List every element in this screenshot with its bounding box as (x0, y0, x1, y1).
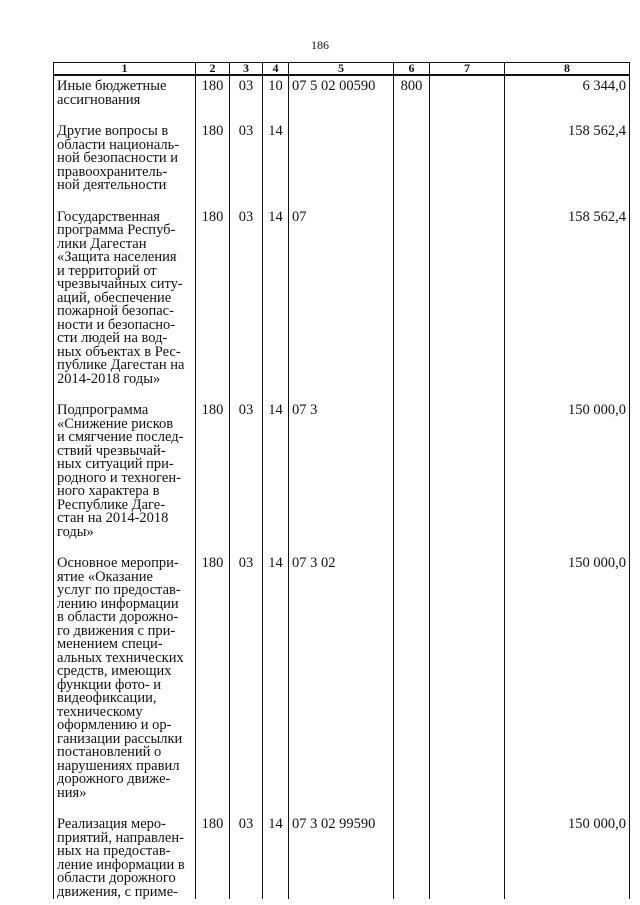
empty-column-cell (430, 75, 505, 107)
empty-column-cell (430, 539, 505, 800)
amount-cell: 6 344,0 (505, 75, 630, 107)
item-name-cell (54, 75, 196, 107)
amount-cell: 150 000,0 (505, 800, 630, 899)
code-grbs-cell: 180 (196, 75, 230, 107)
code-grbs-cell: 180 (196, 193, 230, 387)
item-name-line: ния» (57, 784, 87, 801)
code-grbs-cell: 180 (196, 386, 230, 539)
table-row (54, 800, 630, 899)
code-subsection-cell: 10 (263, 75, 289, 107)
code-section-cell: 03 (230, 193, 263, 387)
item-name-line: ных ситуаций при- (57, 456, 174, 472)
code-section-cell: 03 (230, 75, 263, 107)
item-name-cell (54, 539, 196, 800)
item-name-line: публике Дагестан на (57, 357, 185, 373)
table-row (54, 539, 630, 800)
item-name-line: стан на 2014-2018 (57, 510, 169, 526)
code-expense-type-cell (394, 386, 430, 539)
item-name-line: оформлению и ор- (57, 717, 172, 733)
code-section-cell: 03 (230, 539, 263, 800)
item-name-line: 2014-2018 годы» (57, 370, 161, 387)
code-subsection-cell: 14 (263, 386, 289, 539)
column-header: 2 (196, 63, 230, 76)
item-name-line: ной безопасности и (57, 150, 179, 166)
budget-table (53, 62, 630, 899)
item-name-line: ятие «Оказание (57, 568, 153, 585)
amount-cell: 158 562,4 (505, 193, 630, 387)
item-name-line: функции фото- и (57, 676, 162, 693)
item-name-line: и территорий от (57, 262, 157, 279)
item-name-line: «Снижение рисков (57, 415, 174, 432)
item-name-line: ности и безопасно- (57, 316, 176, 333)
code-target-article-cell: 07 3 02 (289, 539, 394, 800)
column-header: 4 (263, 63, 289, 76)
table-row (54, 75, 630, 107)
amount-cell: 158 562,4 (505, 107, 630, 193)
column-header: 3 (230, 63, 263, 76)
item-name-line: лению информации (57, 595, 179, 612)
code-target-article-cell: 07 5 02 00590 (289, 75, 394, 107)
code-expense-type-cell (394, 193, 430, 387)
code-subsection-cell: 14 (263, 539, 289, 800)
code-grbs-cell: 180 (196, 800, 230, 899)
item-name-line: го движения с при- (57, 622, 176, 639)
table-body (54, 75, 630, 899)
amount-cell: 150 000,0 (505, 386, 630, 539)
code-target-article-cell: 07 (289, 193, 394, 387)
column-header: 5 (289, 63, 394, 76)
item-name-line: ных объектах в Рес- (57, 343, 181, 360)
item-name-cell (54, 107, 196, 193)
item-name-line: в области дорожно- (57, 609, 179, 625)
code-section-cell: 03 (230, 107, 263, 193)
item-name-line: сти людей на вод- (57, 330, 168, 346)
code-section-cell: 03 (230, 800, 263, 899)
code-subsection-cell: 14 (263, 193, 289, 387)
item-name-line: Иные бюджетные (57, 78, 167, 94)
code-grbs-cell: 180 (196, 539, 230, 800)
item-name-line: альных технических (57, 649, 184, 666)
item-name-line: техническому (57, 703, 143, 720)
empty-column-cell (430, 386, 505, 539)
item-name-line: программа Респуб- (57, 222, 176, 238)
item-name-line: постановлений о (57, 744, 162, 760)
item-name-line: нарушениях правил (57, 757, 180, 774)
item-name-line: Подпрограмма (57, 402, 149, 418)
item-name-line: ных на предостав- (57, 843, 171, 859)
item-name-line: правоохранитель- (57, 163, 168, 180)
item-name-line: ствий чрезвычай- (57, 442, 166, 459)
item-name-line: Реализация меро- (57, 816, 166, 832)
code-expense-type-cell (394, 800, 430, 899)
item-name-line: «Защита населения (57, 249, 177, 265)
column-header: 6 (394, 63, 430, 76)
item-name-line: ление информации в (57, 856, 185, 873)
item-name-line: области дорожного (57, 870, 176, 886)
item-name-line: Другие вопросы в (57, 123, 169, 139)
table-header-row (54, 63, 630, 76)
column-header: 7 (430, 63, 505, 76)
item-name-cell (54, 193, 196, 387)
item-name-line: чрезвычайных ситу- (57, 276, 183, 292)
item-name-line: родного и техноген- (57, 469, 181, 486)
item-name-line: Республике Даге- (57, 496, 166, 513)
item-name-line: пожарной безопас- (57, 303, 174, 319)
code-target-article-cell: 07 3 (289, 386, 394, 539)
item-name-line: ного характера в (57, 483, 160, 499)
code-grbs-cell: 180 (196, 107, 230, 193)
empty-column-cell (430, 107, 505, 193)
empty-column-cell (430, 193, 505, 387)
table-row (54, 193, 630, 387)
item-name-line: услуг по предостав- (57, 582, 181, 598)
table-row (54, 107, 630, 193)
column-header: 8 (505, 63, 630, 76)
item-name-line: и смягчение послед- (57, 429, 184, 445)
item-name-line: ной деятельности (57, 177, 167, 193)
item-name-line: менением специ- (57, 636, 163, 652)
item-name-line: ассигнования (57, 91, 141, 108)
code-subsection-cell: 14 (263, 107, 289, 193)
item-name-line: ганизации рассылки (57, 730, 183, 747)
code-expense-type-cell: 800 (394, 75, 430, 107)
item-name-line: Основное меропри- (57, 555, 179, 571)
code-section-cell: 03 (230, 386, 263, 539)
item-name-cell (54, 386, 196, 539)
amount-cell: 150 000,0 (505, 539, 630, 800)
item-name-cell (54, 800, 196, 899)
item-name-line: движения, с приме- (57, 883, 178, 900)
code-target-article-cell (289, 107, 394, 193)
table-row (54, 386, 630, 539)
code-expense-type-cell (394, 539, 430, 800)
item-name-line: средств, имеющих (57, 663, 172, 679)
item-name-line: видеофиксации, (57, 690, 157, 706)
item-name-line: приятий, направлен- (57, 829, 184, 846)
item-name-line: области националь- (57, 136, 180, 153)
page-number: 186 (311, 38, 329, 52)
column-header: 1 (54, 63, 196, 76)
code-target-article-cell: 07 3 02 99590 (289, 800, 394, 899)
empty-column-cell (430, 800, 505, 899)
item-name-line: Государственная (57, 208, 160, 225)
code-expense-type-cell (394, 107, 430, 193)
item-name-line: дорожного движе- (57, 771, 171, 787)
code-subsection-cell: 14 (263, 800, 289, 899)
item-name-line: лики Дагестан (57, 235, 147, 252)
item-name-line: годы» (57, 523, 94, 540)
item-name-line: аций, обеспечение (57, 289, 172, 306)
